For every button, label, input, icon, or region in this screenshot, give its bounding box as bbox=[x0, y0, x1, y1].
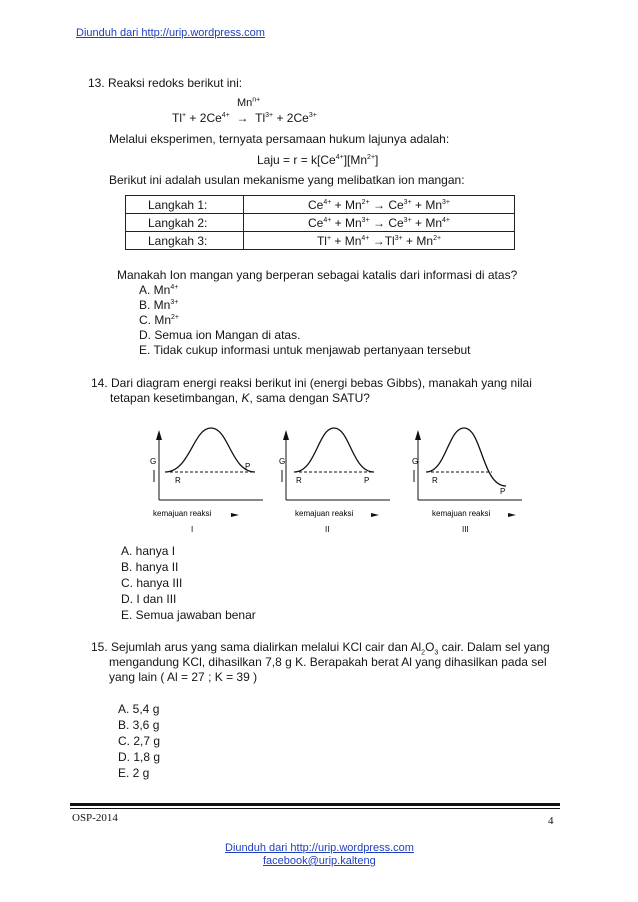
q15-option-a[interactable]: A. 5,4 g bbox=[118, 702, 160, 716]
step-equation: $Tl^+ + Mn^{4+} \to Tl^{3+} + Mn^{2+}$ bbox=[244, 232, 515, 250]
mechanism-step-2 bbox=[126, 214, 515, 232]
q13-mechanism-intro: Berikut ini adalah usulan mekanisme yang melibatkan ion mangan: bbox=[109, 173, 465, 187]
footer-rule-thin bbox=[70, 808, 560, 809]
q13-option-e[interactable]: E. Tidak cukup informasi untuk menjawab pertanyaan tersebut bbox=[139, 343, 471, 357]
q14-option-c[interactable]: C. hanya III bbox=[121, 576, 183, 590]
g-axis-arrow-icon bbox=[156, 430, 162, 440]
q15-question-line2: mengandung KCl, dihasilkan 7,8 g K. Berapakah berat Al yang dihasilkan pada sel bbox=[109, 655, 547, 669]
energy-curve bbox=[294, 428, 374, 472]
q15-question-line3: yang lain ( Al = 27 ; K = 39 ) bbox=[109, 670, 258, 684]
page-number: 4 bbox=[548, 815, 554, 827]
step-equation: $Ce^{4+} + Mn^{3+} \to Ce^{3+} + Mn^{4+}$ bbox=[244, 214, 515, 232]
product-label: P bbox=[245, 462, 251, 471]
x-axis-arrow-icon bbox=[371, 513, 379, 517]
q13-option-a[interactable]: A. $Mn^{4+}$ bbox=[139, 283, 179, 297]
step-label: Langkah 3: bbox=[126, 232, 244, 250]
x-axis-label: kemajuan reaksi bbox=[432, 509, 491, 518]
energy-curve bbox=[165, 428, 255, 472]
diagram-numeral: II bbox=[325, 525, 330, 534]
diagram-numeral: I bbox=[191, 525, 194, 534]
q14-option-a[interactable]: A. hanya I bbox=[121, 544, 176, 558]
q14-option-e[interactable]: E. Semua jawaban benar bbox=[121, 608, 256, 622]
q13-option-c[interactable]: C. $Mn^{2+}$ bbox=[139, 313, 179, 327]
q13-option-d[interactable]: D. Semua ion Mangan di atas. bbox=[139, 328, 301, 342]
q13-rate-law: Laju = $r = k[Ce^{4+}][Mn^{2+}]$ bbox=[257, 153, 379, 167]
q15-option-d[interactable]: D. 1,8 g bbox=[118, 750, 161, 764]
x-axis-arrow-icon bbox=[508, 513, 516, 517]
energy-diagram-2 bbox=[272, 424, 397, 539]
g-axis-label: G bbox=[279, 457, 286, 466]
q15-option-e[interactable]: E. 2 g bbox=[118, 766, 150, 780]
x-axis-label: kemajuan reaksi bbox=[295, 509, 354, 518]
mechanism-step-3 bbox=[126, 232, 515, 250]
header-source-link[interactable]: Diunduh dari http://urip.wordpress.com bbox=[76, 27, 265, 39]
g-axis-label: G bbox=[412, 457, 419, 466]
q14-question-line2: tetapan kesetimbangan, K, sama dengan SATU? bbox=[110, 391, 370, 405]
diagram-numeral: III bbox=[462, 525, 469, 534]
mechanism-table bbox=[125, 195, 515, 250]
reactant-label: R bbox=[175, 476, 181, 485]
energy-curve bbox=[426, 428, 506, 486]
product-label: P bbox=[364, 476, 370, 485]
step-label: Langkah 2: bbox=[126, 214, 244, 232]
energy-diagram-3 bbox=[404, 424, 529, 539]
g-axis-arrow-icon bbox=[415, 430, 421, 440]
q13-question: Manakah Ion mangan yang berperan sebagai katalis dari informasi di atas? bbox=[117, 268, 518, 282]
q13-reaction-equation: $Tl^+ + 2Ce^{4+} \to Tl^{3+} + 2Ce^{3+}$ bbox=[172, 111, 317, 125]
x-axis-label: kemajuan reaksi bbox=[153, 509, 212, 518]
reactant-label: R bbox=[432, 476, 438, 485]
q13-option-b[interactable]: B. $Mn^{3+}$ bbox=[139, 298, 179, 312]
q13-title: 13. Reaksi redoks berikut ini: bbox=[88, 76, 243, 90]
footer-rule-thick bbox=[70, 803, 560, 806]
reactant-label: R bbox=[296, 476, 302, 485]
energy-diagram-1 bbox=[145, 424, 270, 539]
exam-code: OSP-2014 bbox=[72, 812, 118, 824]
footer-source-link[interactable]: Diunduh dari http://urip.wordpress.com bbox=[225, 842, 414, 854]
product-label: P bbox=[500, 487, 506, 496]
q14-option-d[interactable]: D. I dan III bbox=[121, 592, 177, 606]
q13-rate-text: Melalui eksperimen, ternyata persamaan hukum lajunya adalah: bbox=[109, 132, 450, 146]
q15-option-b[interactable]: B. 3,6 g bbox=[118, 718, 160, 732]
q15-option-c[interactable]: C. 2,7 g bbox=[118, 734, 161, 748]
x-axis-arrow-icon bbox=[231, 513, 239, 517]
q13-catalyst: $Mn^{n+}$ bbox=[237, 96, 261, 109]
mechanism-step-1 bbox=[126, 196, 515, 214]
step-equation: $Ce^{4+} + Mn^{2+} \to Ce^{3+} + Mn^{3+}$ bbox=[244, 196, 515, 214]
footer-facebook-link[interactable]: facebook@urip.kalteng bbox=[263, 855, 376, 867]
g-axis-arrow-icon bbox=[283, 430, 289, 440]
q15-question-line1: 15. Sejumlah arus yang sama dialirkan melalui KCl cair dan $Al_2O_3$ cair. Dalam sel yang bbox=[91, 640, 550, 657]
step-label: Langkah 1: bbox=[126, 196, 244, 214]
q14-question-line1: 14. Dari diagram energi reaksi berikut ini (energi bebas Gibbs), manakah yang nilai bbox=[91, 376, 532, 390]
g-axis-label: G bbox=[150, 457, 157, 466]
q14-option-b[interactable]: B. hanya II bbox=[121, 560, 179, 574]
